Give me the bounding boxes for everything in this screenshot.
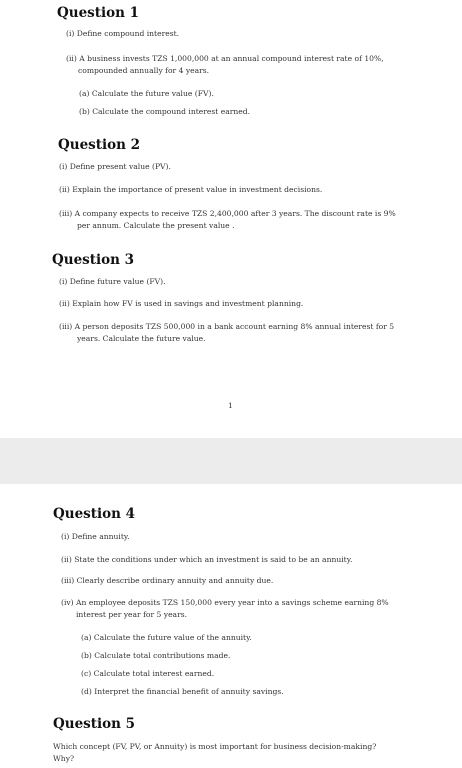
question-2-part-i: (i) Define present value (PV). (59, 162, 171, 171)
question-3-part-i: (i) Define future value (FV). (59, 277, 166, 286)
question-4-part-iv-line-2: interest per year for 5 years. (76, 610, 188, 619)
question-4-part-iv-line-1: (iv) An employee deposits TZS 150,000 every year into a savings scheme earning 8% (61, 598, 389, 607)
question-4-part-a: (a) Calculate the future value of the annuity. (81, 633, 252, 642)
question-1-part-ii-line-2: compounded annually for 4 years. (78, 66, 210, 75)
question-5-line-2: Why? (53, 754, 75, 763)
question-3-title: Question 3 (52, 252, 135, 268)
page-number: 1 (228, 401, 233, 410)
question-1-part-i: (i) Define compound interest. (66, 29, 180, 38)
question-2-part-iii-line-2: per annum. Calculate the present value . (77, 221, 235, 230)
question-4-part-b: (b) Calculate total contributions made. (81, 651, 231, 660)
question-4-part-iii: (iii) Clearly describe ordinary annuity and annuity due. (61, 576, 274, 585)
question-1-part-ii-line-1: (ii) A business invests TZS 1,000,000 at an annual compound interest rate of 10%, (66, 54, 384, 63)
question-4-part-ii: (ii) State the conditions under which an investment is said to be an annuity. (61, 555, 353, 564)
question-4-part-i: (i) Define annuity. (61, 532, 130, 541)
question-5-title: Question 5 (53, 716, 136, 732)
question-5-line-1: Which concept (FV, PV, or Annuity) is most important for business decision-making? (53, 742, 377, 751)
question-3-part-ii: (ii) Explain how FV is used in savings and investment planning. (59, 299, 304, 308)
question-1-part-a: (a) Calculate the future value (FV). (79, 89, 214, 98)
question-3-part-iii-line-2: years. Calculate the future value. (77, 334, 206, 343)
page-gap (0, 438, 462, 484)
document-page-2 (0, 484, 462, 768)
question-2-title: Question 2 (58, 137, 141, 153)
question-3-part-iii-line-1: (iii) A person deposits TZS 500,000 in a bank account earning 8% annual interest for 5 (59, 322, 395, 331)
question-4-part-d: (d) Interpret the financial benefit of annuity savings. (81, 687, 284, 696)
question-1-title: Question 1 (57, 5, 140, 21)
question-2-part-ii: (ii) Explain the importance of present value in investment decisions. (59, 185, 323, 194)
question-4-part-c: (c) Calculate total interest earned. (81, 669, 215, 678)
question-4-title: Question 4 (53, 506, 136, 522)
question-2-part-iii-line-1: (iii) A company expects to receive TZS 2,400,000 after 3 years. The discount rate is 9% (59, 209, 396, 218)
question-1-part-b: (b) Calculate the compound interest earned. (79, 107, 251, 116)
